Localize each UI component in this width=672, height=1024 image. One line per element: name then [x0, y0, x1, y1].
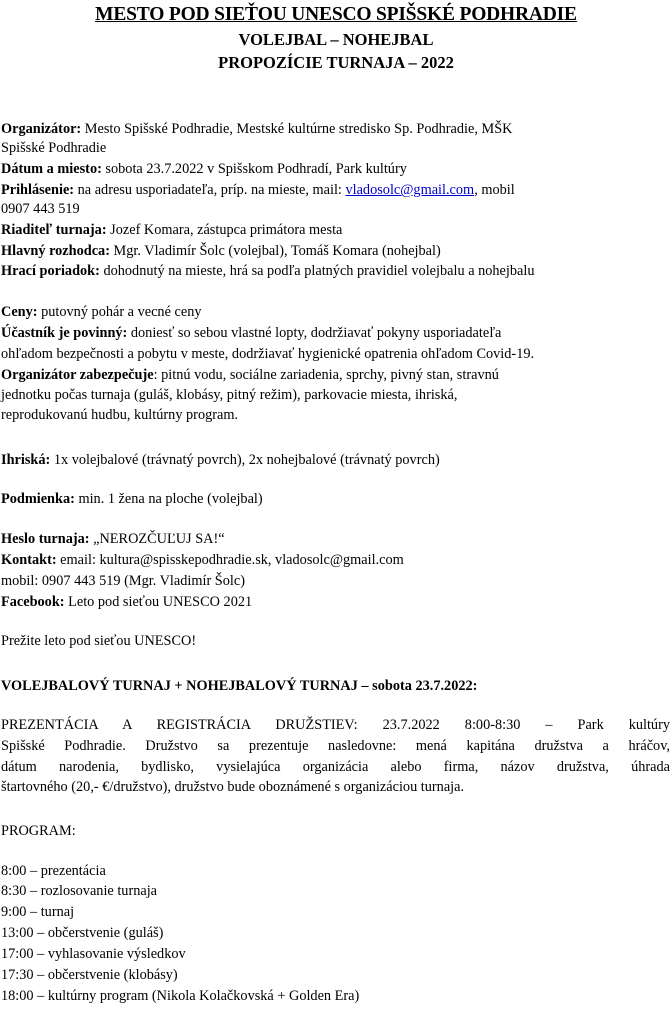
- organizer-provides-line: [1, 366, 670, 384]
- organizer-label: Organizátor:: [1, 121, 82, 137]
- organizer-provides-label: Organizátor zabezpečuje: [1, 367, 154, 383]
- director-value: Jozef Komara, zástupca primátora mesta: [106, 222, 343, 238]
- date-value: sobota 23.7.2022 v Spišskom Podhradí, Park kultúry: [101, 161, 407, 177]
- condition-value: min. 1 žena na ploche (volejbal): [74, 491, 263, 507]
- document-subtitle: VOLEJBAL – NOHEJBAL: [238, 30, 434, 49]
- courts-label: Ihriská:: [1, 452, 51, 468]
- referee-value: Mgr. Vladimír Šolc (volejbal), Tomáš Komara (nohejbal): [109, 243, 441, 259]
- motto-label: Heslo turnaja:: [1, 531, 90, 547]
- mobile-line: mobil: 0907 443 519 (Mgr. Vladimír Šolc): [1, 573, 245, 589]
- contact-label: Kontakt:: [1, 552, 57, 568]
- director-line: [1, 221, 670, 239]
- program-item: 9:00 – turnaj: [1, 904, 75, 920]
- motto-value: „NEROZČUĽUJ SA!“: [89, 531, 225, 547]
- prizes-label: Ceny:: [1, 304, 38, 320]
- rules-line: [1, 262, 670, 280]
- participant-line: [1, 324, 670, 342]
- motto-line: [1, 530, 670, 548]
- tournament-heading: VOLEJBALOVÝ TURNAJ + NOHEJBALOVÝ TURNAJ – sobota 23.7.2022:: [1, 678, 478, 694]
- program-item: 17:30 – občerstvenie (klobásy): [1, 967, 178, 983]
- condition-line: [1, 490, 670, 508]
- registration-line: [1, 181, 670, 199]
- participant-line-2: ohľadom bezpečnosti a pobytu v meste, dodržiavať hygienické opatrenia ohľadom Covid-19.: [1, 346, 535, 362]
- document-subheading: PROPOZÍCIE TURNAJA – 2022: [218, 53, 454, 72]
- referee-line: [1, 242, 670, 260]
- participant-label: Účastník je povinný:: [1, 325, 128, 341]
- condition-label: Podmienka:: [1, 491, 75, 507]
- contact-line: [1, 551, 670, 569]
- referee-label: Hlavný rozhodca:: [1, 243, 110, 259]
- courts-value: 1x volejbalové (trávnatý povrch), 2x nohejbalové (trávnatý povrch): [50, 452, 440, 468]
- facebook-value: Leto pod sieťou UNESCO 2021: [64, 594, 253, 610]
- document-title: MESTO POD SIEŤOU UNESCO SPIŠSKÉ PODHRADIE: [95, 4, 577, 25]
- registration-phone: 0907 443 519: [1, 201, 80, 217]
- organizer-provides-line-2: jednotku počas turnaja (guláš, klobásy, pitný režim), parkovacie miesta, ihriská,: [1, 387, 458, 403]
- registration-para-line-3: dátum narodenia, bydlisko, vysielajúca organizácia alebo firma, názov družstva, úhrada: [1, 759, 670, 775]
- registration-value-tail: , mobil: [474, 182, 515, 198]
- organizer-provides-line-3: reprodukovanú hudbu, kultúrny program.: [1, 407, 239, 423]
- closing-line: Prežite leto pod sieťou UNESCO!: [1, 633, 197, 649]
- registration-value: na adresu usporiadateľa, príp. na mieste, mail:: [74, 182, 346, 198]
- program-title: PROGRAM:: [1, 823, 76, 839]
- organizer-line-2: Spišské Podhradie: [1, 140, 107, 156]
- organizer-provides-value: : pitnú vodu, sociálne zariadenia, sprchy, pivný stan, stravnú: [153, 367, 499, 383]
- contact-value: email: kultura@spisskepodhradie.sk, vladosolc@gmail.com: [56, 552, 404, 568]
- organizer-line: [1, 120, 670, 138]
- registration-label: Prihlásenie:: [1, 182, 75, 198]
- participant-value: doniesť so sebou vlastné lopty, dodržiavať pokyny usporiadateľa: [127, 325, 502, 341]
- organizer-value: Mesto Spišské Podhradie, Mestské kultúrne stredisko Sp. Podhradie, MŠK: [81, 121, 513, 137]
- facebook-label: Facebook:: [1, 594, 65, 610]
- registration-para-line-2: Spišské Podhradie. Družstvo sa prezentuje nasledovne: mená kapitána družstva a hráčov,: [1, 738, 670, 754]
- rules-value: dohodnutý na mieste, hrá sa podľa platných pravidiel volejbalu a nohejbalu: [99, 263, 535, 279]
- courts-line: [1, 451, 670, 469]
- date-line: [1, 160, 670, 178]
- prizes-line: [1, 303, 670, 321]
- rules-label: Hrací poriadok:: [1, 263, 100, 279]
- program-item: 13:00 – občerstvenie (guláš): [1, 925, 164, 941]
- program-item: 8:00 – prezentácia: [1, 863, 106, 879]
- program-item: 8:30 – rozlosovanie turnaja: [1, 883, 158, 899]
- registration-para-line-1: PREZENTÁCIA A REGISTRÁCIA DRUŽSTIEV: 23.7.2022 8:00-8:30 – Park kultúry: [1, 717, 670, 733]
- facebook-line: [1, 593, 670, 611]
- program-item: 17:00 – vyhlasovanie výsledkov: [1, 946, 186, 962]
- date-label: Dátum a miesto:: [1, 161, 102, 177]
- registration-email-link[interactable]: vladosolc@gmail.com: [345, 182, 475, 198]
- program-item: 18:00 – kultúrny program (Nikola Kolačkovská + Golden Era): [1, 988, 360, 1004]
- prizes-value: putovný pohár a vecné ceny: [37, 304, 202, 320]
- registration-para-line-4: štartovného (20,- €/družstvo), družstvo bude oboznámené s organizáciou turnaja.: [1, 779, 465, 795]
- director-label: Riaditeľ turnaja:: [1, 222, 107, 238]
